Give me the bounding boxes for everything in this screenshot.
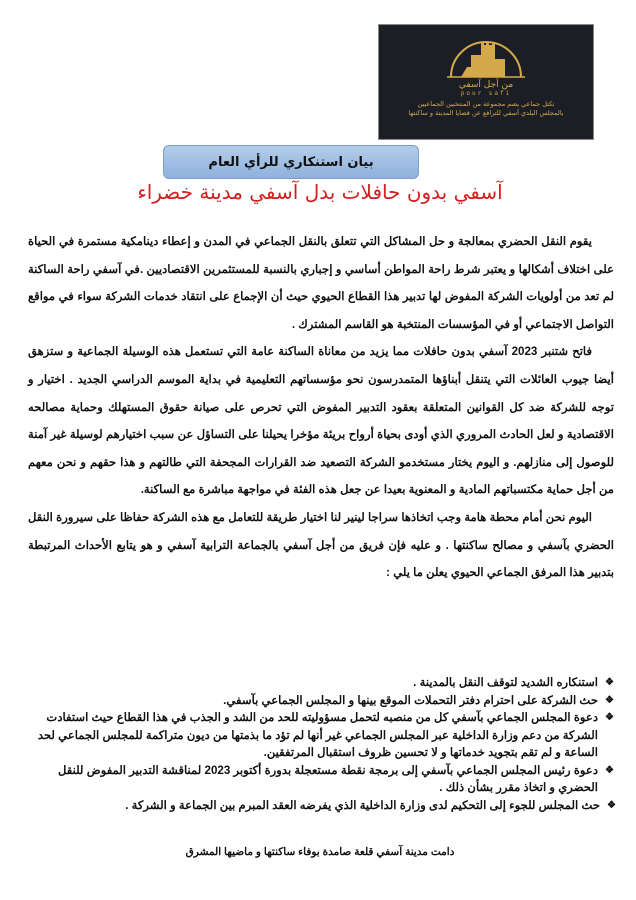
list-item bbox=[28, 674, 616, 692]
four-diamond-bullet-icon: ❖ bbox=[605, 712, 614, 723]
list-item bbox=[28, 709, 616, 762]
logo-tagline-2: بالمجلس البلدي آسفي للترافع عن قضايا المدينة و ساكنتها bbox=[408, 109, 564, 117]
document-title: آسفي بدون حافلات بدل آسفي مدينة خضراء bbox=[137, 180, 503, 204]
logo-tagline-1: تكتل جماعي يضم مجموعة من المنتخبين الجماعيين bbox=[417, 100, 555, 108]
four-diamond-bullet-icon: ❖ bbox=[607, 799, 616, 811]
list-item bbox=[28, 762, 616, 797]
logo-latin-name: pour safi bbox=[460, 90, 512, 97]
list-item-text: حث المجلس للجوء إلى التحكيم لدى وزارة الداخلية الذي يفرضه العقد المبرم بين الجماعة و الشركة . bbox=[125, 798, 600, 812]
pour-safi-logo bbox=[378, 24, 594, 140]
four-diamond-bullet-icon: ❖ bbox=[605, 764, 614, 776]
four-diamond-bullet-icon: ❖ bbox=[605, 694, 614, 706]
castle-emblem-icon bbox=[443, 31, 529, 79]
closing-line: دامت مدينة آسفي قلعة صامدة بوفاء ساكنتها و ماضيها المشرق bbox=[185, 846, 455, 858]
list-item-text: استنكاره الشديد لتوقف النقل بالمدينة . bbox=[413, 676, 598, 689]
list-item bbox=[28, 692, 616, 710]
document-body bbox=[28, 228, 614, 587]
list-item-text: دعوة المجلس الجماعي بآسفي كل من منصبه لتحمل مسؤوليته للحد من الشد و الجذب في هذا القطاع حيث استفادت الشركة من دعم وزارة الداخلية عبر المجلس الجماعي غير أنها لم تؤد ما بذمتها من ديون متراكمة للمجلس الجماعي لحد الساعة و لم تقم بتجويد خدماتها و لا تحسين ظروف استقبال المرتفقين. bbox=[37, 711, 598, 759]
statement-header bbox=[163, 145, 419, 179]
paragraph-1: يقوم النقل الحضري بمعالجة و حل المشاكل التي تتعلق بالنقل الجماعي في المدن و إعطاء دينامكية مستمرة في الحياة على اختلاف أشكالها و يعتبر شرط راحة المواطن أساسي و إجباري بالنسبة للمستثمرين الاقتصاديين .في آسفي راحة الساكنة لم تعد من أولويات الشركة المفوض لها تدبير هذا القطاع الحيوي حيث أن الإجماع على انتقاد خدمات الشركة سواء في مواقع التواصل الاجتماعي أو في المؤسسات المنتخبة هو القاسم المشترك . bbox=[28, 235, 614, 331]
list-item-text: دعوة رئيس المجلس الجماعي بآسفي إلى برمجة نقطة مستعجلة بدورة أكتوبر 2023 لمناقشة التدبير المفوض للنقل الحضري و اتخاذ مقرر بشأن ذلك . bbox=[57, 763, 598, 794]
list-item-text: حث الشركة على احترام دفتر التحملات الموقع بينها و المجلس الجماعي بآسفي. bbox=[223, 693, 598, 707]
paragraph-2: فاتح شتنبر 2023 آسفي بدون حافلات مما يزيد من معاناة الساكنة عامة التي تستعمل هذه الوسيلة الجماعية و ستزهق أيضا جيوب العائلات التي يتنقل أبناؤها المتمدرسون نحو مؤسساتهم التعليمية في بداية الموسم الدراسي الجديد . اختيار و توجه للشركة ضد كل القوانين المتعلقة بعقود التدبير المفوض التي تحرص على صيانة حقوق المستهلك وحماية مصالحه الاقتصادية و لعل الحادث المروري الذي أودى بحياة أرواح بريئة مؤخرا يحيلنا على التساؤل عن سبب اختيارهم لوسيلة غير آمنة للوصول إلى منازلهم. و اليوم يختار مستخدمو الشركة التصعيد ضد القرارات المجحفة التي طالتهم و هذا حقهم و نحن معهم من أجل حماية مكتسباتهم المادية و المعنوية بعيدا عن جعل هذه الفئة في مواجهة مباشرة مع الساكنة. bbox=[28, 345, 614, 497]
paragraph-3: اليوم نحن أمام محطة هامة وجب اتخاذها سراجا لينير لنا اختيار طريقة للتعامل مع هذه الشركة حفاظا على سيرورة النقل الحضري بآسفي و مصالح ساكنتها . و عليه فإن فريق من أجل آسفي بالجماعة الترابية آسفي و هو يتابع الأحداث المرتبطة بتدبير هذا المرفق الجماعي الحيوي يعلن ما يلي : bbox=[28, 510, 614, 580]
four-diamond-bullet-icon: ❖ bbox=[605, 677, 614, 688]
logo-arabic-name: من أجل آسفي bbox=[458, 80, 514, 90]
demands-list bbox=[28, 674, 618, 814]
list-item bbox=[28, 797, 618, 815]
statement-header-label: بيان استنكاري للرأي العام bbox=[208, 154, 374, 170]
